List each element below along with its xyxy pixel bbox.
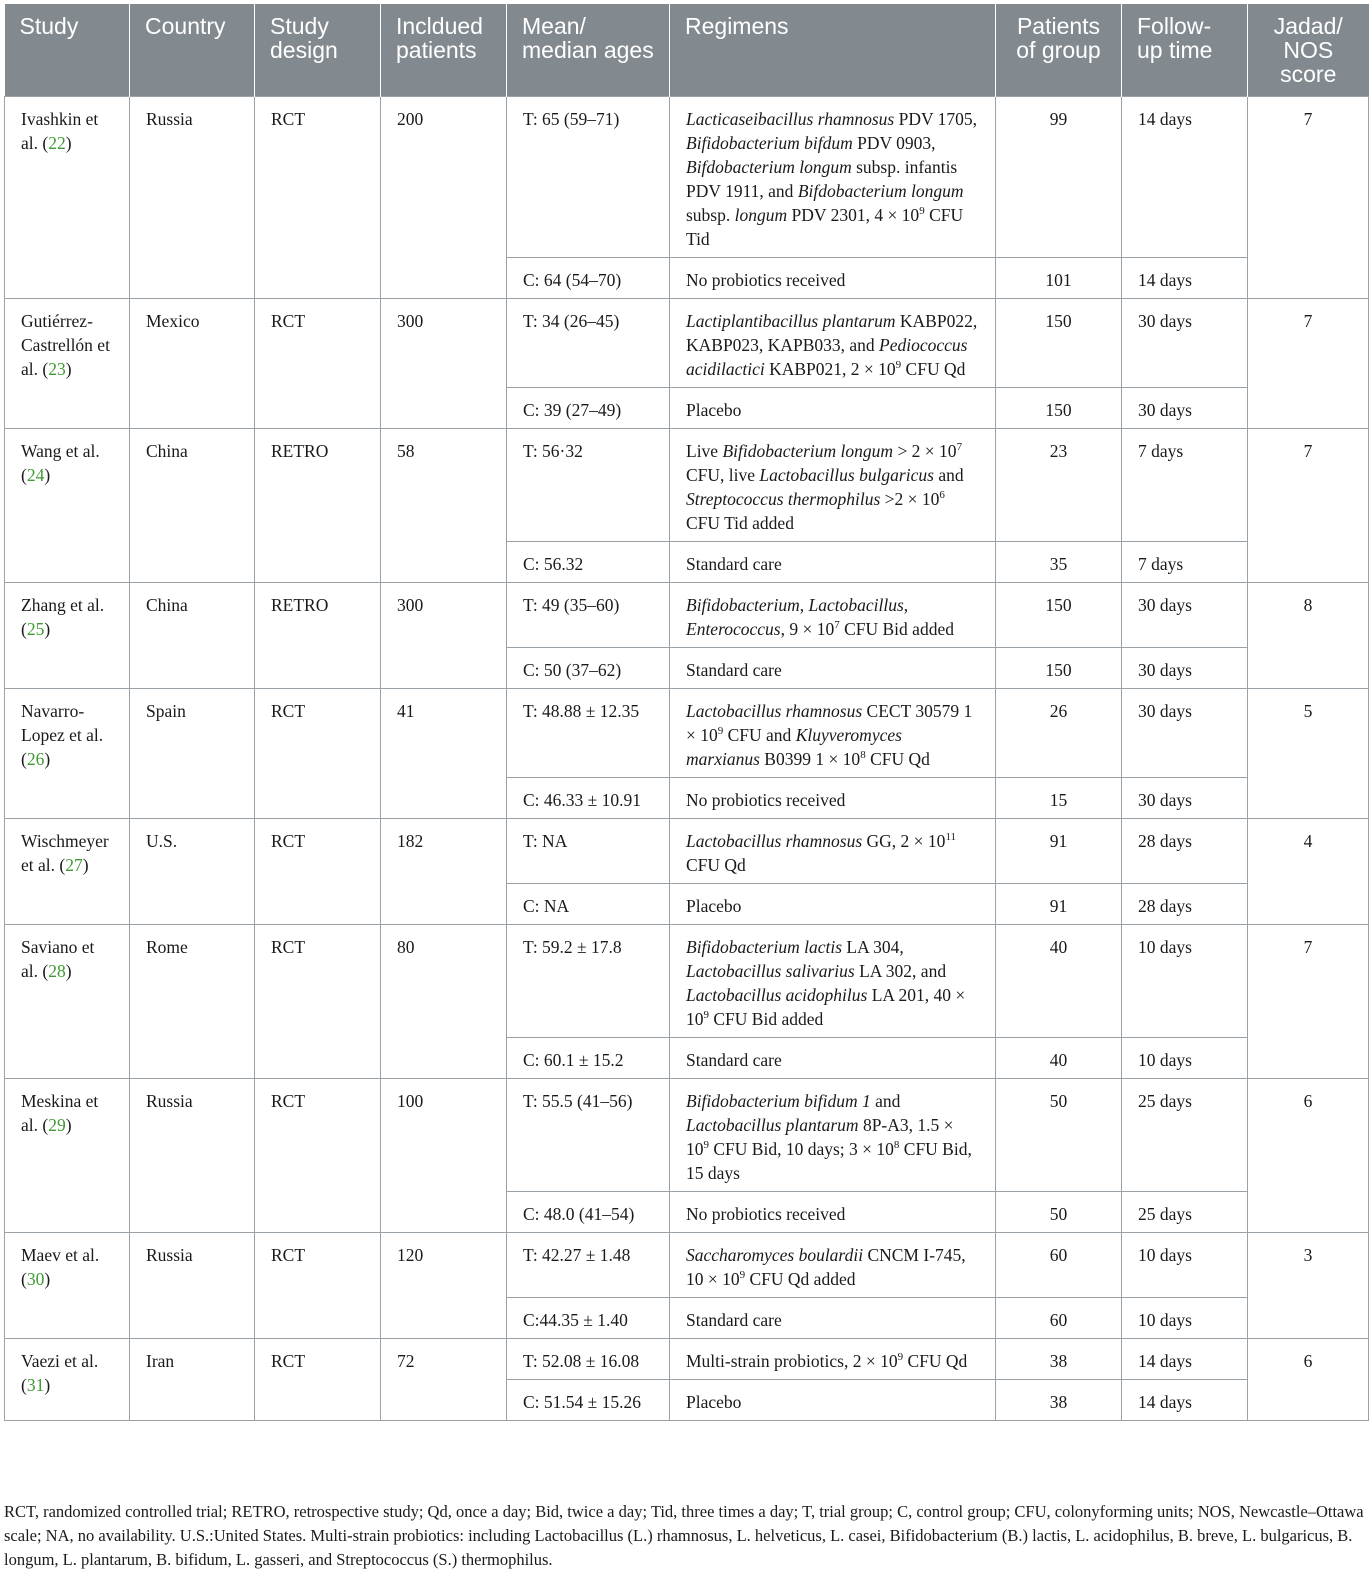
patients-cell: 40 (996, 1038, 1122, 1079)
followup-cell: 30 days (1122, 299, 1248, 388)
included-cell: 200 (381, 97, 507, 299)
study-author: Wang et al. (21, 441, 100, 461)
age-cell: T: 42.27 ± 1.48 (507, 1233, 670, 1298)
followup-cell: 28 days (1122, 884, 1248, 925)
followup-cell: 14 days (1122, 1339, 1248, 1380)
study-cell: Zhang et al. (25) (5, 583, 130, 689)
table-header (5, 4, 1369, 97)
included-cell: 80 (381, 925, 507, 1079)
age-cell: C:44.35 ± 1.40 (507, 1298, 670, 1339)
regimen-cell: Lacticaseibacillus rhamnosus PDV 1705, Bifidobacterium bifdum PDV 0903, Bifdobacterium longum subsp. infantis PDV 1911, and Bifdobacterium longum subsp. longum PDV 2301, $4 \times 10^9$ CFU Tid (670, 97, 996, 258)
included-cell: 300 (381, 583, 507, 689)
reference-link[interactable]: 29 (48, 1115, 66, 1135)
country-cell: China (130, 429, 255, 583)
patients-cell: 150 (996, 583, 1122, 648)
reference-link[interactable]: 26 (26, 749, 45, 769)
table-row-trial (5, 925, 1369, 1038)
patients-cell: 15 (996, 778, 1122, 819)
age-cell: T: 59.2 ± 17.8 (507, 925, 670, 1038)
reference-link[interactable]: 23 (48, 359, 66, 379)
country-cell: U.S. (130, 819, 255, 925)
age-cell: T: 65 (59–71) (507, 97, 670, 258)
study-author: Meskina et al. (21, 1091, 99, 1135)
regimen-cell: No probiotics received (670, 258, 996, 299)
patients-cell: 91 (996, 819, 1122, 884)
regimen-cell: Bifidobacterium bifidum 1 and Lactobacillus plantarum 8P-A3, $1.5 \times 10^9$ CFU Bid, 10 days; $3 \times 10^8$ CFU Bid, 15 days (670, 1079, 996, 1192)
design-cell: RCT (255, 925, 381, 1079)
score-cell: 5 (1248, 689, 1369, 819)
followup-cell: 14 days (1122, 97, 1248, 258)
reference-link[interactable]: 30 (26, 1269, 45, 1289)
regimen-cell: No probiotics received (670, 778, 996, 819)
country-cell: Russia (130, 97, 255, 299)
included-cell: 58 (381, 429, 507, 583)
age-cell: T: 56·32 (507, 429, 670, 542)
study-cell: Saviano et al. (28) (5, 925, 130, 1079)
col-header-included: Incldued patients (381, 4, 507, 97)
patients-cell: 38 (996, 1339, 1122, 1380)
study-cell: Wischmeyer et al. (27) (5, 819, 130, 925)
design-cell: RCT (255, 299, 381, 429)
reference-link[interactable]: 24 (26, 465, 45, 485)
age-cell: T: 34 (26–45) (507, 299, 670, 388)
included-cell: 300 (381, 299, 507, 429)
study-author: Wischmeyer et al. (21, 831, 109, 875)
followup-cell: 28 days (1122, 819, 1248, 884)
regimen-cell: Standard care (670, 1038, 996, 1079)
age-cell: T: 55.5 (41–56) (507, 1079, 670, 1192)
age-cell: T: 49 (35–60) (507, 583, 670, 648)
study-author: Zhang et al. (21, 595, 105, 615)
reference-link[interactable]: 28 (48, 961, 66, 981)
score-cell: 7 (1248, 299, 1369, 429)
age-cell: C: 50 (37–62) (507, 648, 670, 689)
design-cell: RETRO (255, 429, 381, 583)
patients-cell: 91 (996, 884, 1122, 925)
followup-cell: 10 days (1122, 1233, 1248, 1298)
regimen-cell: Placebo (670, 1380, 996, 1421)
age-cell: T: 48.88 ± 12.35 (507, 689, 670, 778)
table-row-trial (5, 299, 1369, 388)
age-cell: C: 39 (27–49) (507, 388, 670, 429)
study-cell: Maev et al. (30) (5, 1233, 130, 1339)
score-cell: 6 (1248, 1339, 1369, 1421)
table-footnote: RCT, randomized controlled trial; RETRO, retrospective study; Qd, once a day; Bid, twice a day; Tid, three times a day; T, trial group; C, control group; CFU, colonyforming units; NOS, Newcastle–Ottawa scale; NA, no availability. U.S.:United States. Multi-strain probiotics: including Lactobacillus (L.) rhamnosus, L. helveticus, L. casei, Bifidobacterium (B.) lactis, L. acidophilus, B. breve, L. bulgaricus, B. longum, L. plantarum, B. bifidum, L. gasseri, and Streptococcus (S.) thermophilus. (4, 1502, 1364, 1569)
included-cell: 182 (381, 819, 507, 925)
study-cell: Wang et al. (24) (5, 429, 130, 583)
table-body (5, 97, 1369, 1421)
score-cell: 8 (1248, 583, 1369, 689)
followup-cell: 7 days (1122, 542, 1248, 583)
patients-cell: 150 (996, 299, 1122, 388)
regimen-cell: Lactiplantibacillus plantarum KABP022, KABP023, KAPB033, and Pediococcus acidilactici KABP021, $2 \times 10^9$ CFU Qd (670, 299, 996, 388)
age-cell: T: 52.08 ± 16.08 (507, 1339, 670, 1380)
study-cell: Vaezi et al. (31) (5, 1339, 130, 1421)
regimen-cell: Multi-strain probiotics, $2 \times 10^9$ CFU Qd (670, 1339, 996, 1380)
score-cell: 4 (1248, 819, 1369, 925)
col-header-patients: Patients of group (996, 4, 1122, 97)
followup-cell: 10 days (1122, 1038, 1248, 1079)
regimen-cell: Placebo (670, 884, 996, 925)
country-cell: Russia (130, 1079, 255, 1233)
followup-cell: 14 days (1122, 258, 1248, 299)
table-row-trial (5, 583, 1369, 648)
score-cell: 7 (1248, 429, 1369, 583)
design-cell: RCT (255, 1079, 381, 1233)
age-cell: C: 60.1 ± 15.2 (507, 1038, 670, 1079)
patients-cell: 60 (996, 1298, 1122, 1339)
study-author: Maev et al. (21, 1245, 100, 1265)
design-cell: RETRO (255, 583, 381, 689)
study-cell: Gutiérrez-Castrellón et al. (23) (5, 299, 130, 429)
age-cell: C: 56.32 (507, 542, 670, 583)
regimen-cell: Placebo (670, 388, 996, 429)
age-cell: C: 51.54 ± 15.26 (507, 1380, 670, 1421)
age-cell: C: 46.33 ± 10.91 (507, 778, 670, 819)
age-cell: C: NA (507, 884, 670, 925)
col-header-score: Jadad/ NOS score (1248, 4, 1369, 97)
patients-cell: 101 (996, 258, 1122, 299)
followup-cell: 30 days (1122, 648, 1248, 689)
regimen-cell: Standard care (670, 648, 996, 689)
patients-cell: 150 (996, 648, 1122, 689)
col-header-regimens: Regimens (670, 4, 996, 97)
col-header-design: Study design (255, 4, 381, 97)
age-cell: C: 48.0 (41–54) (507, 1192, 670, 1233)
design-cell: RCT (255, 1339, 381, 1421)
country-cell: China (130, 583, 255, 689)
followup-cell: 25 days (1122, 1192, 1248, 1233)
country-cell: Russia (130, 1233, 255, 1339)
col-header-ages: Mean/ median ages (507, 4, 670, 97)
study-author: Ivashkin et al. (21, 109, 99, 153)
col-header-country: Country (130, 4, 255, 97)
score-cell: 7 (1248, 97, 1369, 299)
followup-cell: 10 days (1122, 925, 1248, 1038)
regimen-cell: No probiotics received (670, 1192, 996, 1233)
studies-table (4, 4, 1369, 1421)
study-author: Gutiérrez-Castrellón et al. (21, 311, 110, 379)
followup-cell: 14 days (1122, 1380, 1248, 1421)
regimen-cell: Live Bifidobacterium longum > $2 \times 10^7$ CFU, live Lactobacillus bulgaricus and Streptococcus thermophilus $>2 \times 10^6$ CFU Tid added (670, 429, 996, 542)
score-cell: 6 (1248, 1079, 1369, 1233)
country-cell: Spain (130, 689, 255, 819)
table-row-trial (5, 1339, 1369, 1380)
design-cell: RCT (255, 97, 381, 299)
patients-cell: 50 (996, 1079, 1122, 1192)
col-header-study: Study (5, 4, 130, 97)
patients-cell: 26 (996, 689, 1122, 778)
table-row-trial (5, 1079, 1369, 1192)
regimen-cell: Bifidobacterium lactis LA 304, Lactobacillus salivarius LA 302, and Lactobacillus acidophilus LA 201, $40 \times 10^9$ CFU Bid added (670, 925, 996, 1038)
followup-cell: 30 days (1122, 583, 1248, 648)
followup-cell: 30 days (1122, 778, 1248, 819)
study-author: Vaezi et al. (21, 1351, 99, 1371)
included-cell: 100 (381, 1079, 507, 1233)
reference-link[interactable]: 22 (48, 133, 66, 153)
table-row-trial (5, 1233, 1369, 1298)
reference-link[interactable]: 25 (26, 619, 45, 639)
patients-cell: 40 (996, 925, 1122, 1038)
regimen-cell: Lactobacillus rhamnosus CECT 30579 $1 \times 10^9$ CFU and Kluyveromyces marxianus B0399 $1 \times 10^8$ CFU Qd (670, 689, 996, 778)
patients-cell: 23 (996, 429, 1122, 542)
included-cell: 41 (381, 689, 507, 819)
regimen-cell: Lactobacillus rhamnosus GG, $2 \times 10^{11}$ CFU Qd (670, 819, 996, 884)
score-cell: 7 (1248, 925, 1369, 1079)
followup-cell: 30 days (1122, 689, 1248, 778)
age-cell: T: NA (507, 819, 670, 884)
country-cell: Iran (130, 1339, 255, 1421)
study-cell: Navarro-Lopez et al. (26) (5, 689, 130, 819)
patients-cell: 99 (996, 97, 1122, 258)
age-cell: C: 64 (54–70) (507, 258, 670, 299)
regimen-cell: Standard care (670, 542, 996, 583)
reference-link[interactable]: 27 (65, 855, 83, 875)
country-cell: Mexico (130, 299, 255, 429)
patients-cell: 35 (996, 542, 1122, 583)
study-author: Navarro-Lopez et al. (21, 701, 104, 745)
patients-cell: 38 (996, 1380, 1122, 1421)
design-cell: RCT (255, 689, 381, 819)
regimen-cell: Standard care (670, 1298, 996, 1339)
study-cell: Ivashkin et al. (22) (5, 97, 130, 299)
table-row-trial (5, 689, 1369, 778)
table-row-trial (5, 97, 1369, 258)
followup-cell: 7 days (1122, 429, 1248, 542)
reference-link[interactable]: 31 (26, 1375, 45, 1395)
regimen-cell: Saccharomyces boulardii CNCM I-745, $10 \times 10^9$ CFU Qd added (670, 1233, 996, 1298)
col-header-followup: Follow-up time (1122, 4, 1248, 97)
followup-cell: 30 days (1122, 388, 1248, 429)
patients-cell: 150 (996, 388, 1122, 429)
regimen-cell: Bifidobacterium, Lactobacillus, Enterococcus, $9 \times 10^7$ CFU Bid added (670, 583, 996, 648)
design-cell: RCT (255, 1233, 381, 1339)
design-cell: RCT (255, 819, 381, 925)
score-cell: 3 (1248, 1233, 1369, 1339)
table-row-trial (5, 429, 1369, 542)
followup-cell: 10 days (1122, 1298, 1248, 1339)
followup-cell: 25 days (1122, 1079, 1248, 1192)
included-cell: 72 (381, 1339, 507, 1421)
table-row-trial (5, 819, 1369, 884)
included-cell: 120 (381, 1233, 507, 1339)
study-cell: Meskina et al. (29) (5, 1079, 130, 1233)
study-author: Saviano et al. (21, 937, 95, 981)
country-cell: Rome (130, 925, 255, 1079)
patients-cell: 60 (996, 1233, 1122, 1298)
patients-cell: 50 (996, 1192, 1122, 1233)
